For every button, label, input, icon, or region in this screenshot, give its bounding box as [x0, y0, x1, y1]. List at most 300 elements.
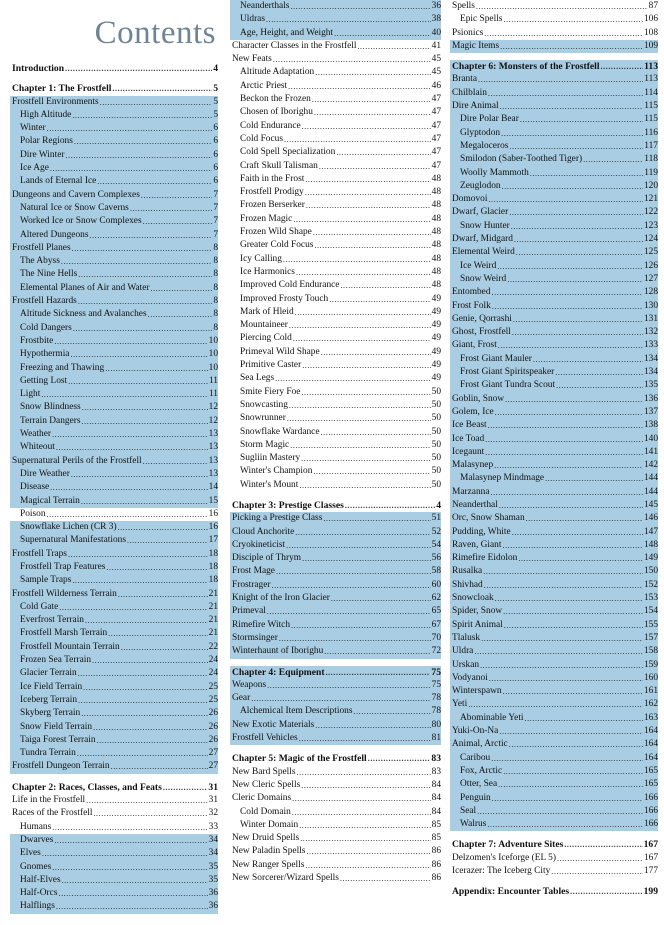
dot-leader: [54, 834, 207, 847]
toc-entry[interactable]: [450, 13, 658, 26]
toc-entry[interactable]: [10, 847, 218, 860]
toc-entry[interactable]: [230, 53, 441, 66]
toc-entry[interactable]: [10, 175, 218, 188]
toc-entry[interactable]: [450, 685, 658, 698]
toc-entry[interactable]: [450, 220, 658, 233]
toc-entry[interactable]: [450, 725, 658, 738]
toc-chapter-heading[interactable]: [10, 82, 218, 95]
toc-entry[interactable]: [230, 146, 441, 159]
toc-entry[interactable]: [230, 592, 441, 605]
toc-entry-title: Snow Blindness: [20, 402, 81, 413]
dot-leader: [56, 441, 208, 454]
dot-leader: [525, 712, 643, 725]
dot-leader: [312, 93, 431, 106]
toc-entry[interactable]: [450, 300, 658, 313]
toc-entry[interactable]: [450, 393, 658, 406]
toc-entry[interactable]: [230, 40, 441, 53]
toc-entry[interactable]: [10, 760, 218, 773]
toc-entry[interactable]: [230, 645, 441, 658]
toc-entry[interactable]: [10, 495, 218, 508]
toc-entry[interactable]: [230, 565, 441, 578]
toc-entry[interactable]: [10, 874, 218, 887]
toc-page-number: 10: [208, 349, 218, 360]
toc-entry[interactable]: [10, 202, 218, 215]
toc-entry[interactable]: [450, 659, 658, 672]
toc-chapter-heading[interactable]: [450, 885, 658, 898]
toc-entry[interactable]: [230, 0, 441, 13]
toc-entry[interactable]: [10, 821, 218, 834]
toc-entry-title: Ghost, Frostfell: [452, 327, 511, 338]
toc-entry[interactable]: [230, 806, 441, 819]
toc-entry[interactable]: [230, 332, 441, 345]
toc-entry[interactable]: [230, 526, 441, 539]
toc-entry[interactable]: [10, 308, 218, 321]
toc-entry[interactable]: [10, 861, 218, 874]
toc-entry[interactable]: [230, 412, 441, 425]
toc-entry[interactable]: [450, 419, 658, 432]
toc-entry-title: Cold Focus: [240, 133, 283, 144]
toc-entry[interactable]: [230, 779, 441, 792]
toc-entry[interactable]: [10, 149, 218, 162]
toc-entry[interactable]: [10, 135, 218, 148]
toc-entry[interactable]: [450, 805, 658, 818]
dot-leader: [570, 885, 642, 898]
toc-entry[interactable]: [230, 80, 441, 93]
toc-entry[interactable]: [230, 372, 441, 385]
toc-entry[interactable]: [450, 100, 658, 113]
toc-entry[interactable]: [10, 807, 218, 820]
toc-entry[interactable]: [230, 279, 441, 292]
toc-page-number: 136: [643, 393, 658, 404]
toc-page-number: 48: [431, 280, 441, 291]
toc-page-number: 106: [643, 14, 658, 25]
toc-entry[interactable]: [450, 113, 658, 126]
toc-entry[interactable]: [10, 441, 218, 454]
toc-chapter-heading[interactable]: [10, 781, 218, 794]
toc-entry[interactable]: [10, 588, 218, 601]
toc-entry-title: Weapons: [232, 679, 267, 690]
page-title: Contents: [94, 15, 216, 51]
toc-entry[interactable]: [450, 552, 658, 565]
toc-chapter-heading[interactable]: [10, 62, 218, 75]
toc-entry-title: Frost Folk: [452, 300, 491, 311]
toc-page-number: 16: [208, 508, 218, 519]
toc-entry[interactable]: [450, 446, 658, 459]
toc-entry[interactable]: [10, 641, 218, 654]
toc-entry[interactable]: [450, 326, 658, 339]
toc-entry-title: Stormsinger: [232, 632, 278, 643]
toc-entry[interactable]: [450, 792, 658, 805]
dot-leader: [489, 672, 643, 685]
dot-leader: [302, 552, 431, 565]
toc-page-number: 35: [208, 874, 218, 885]
toc-entry[interactable]: [10, 242, 218, 255]
toc-entry[interactable]: [450, 499, 658, 512]
toc-entry[interactable]: [10, 295, 218, 308]
toc-page-number: 47: [431, 133, 441, 144]
toc-entry[interactable]: [450, 539, 658, 552]
toc-entry[interactable]: [10, 122, 218, 135]
toc-entry[interactable]: [230, 399, 441, 412]
toc-entry[interactable]: [10, 96, 218, 109]
toc-entry-title: Introduction: [12, 63, 65, 74]
toc-entry[interactable]: [230, 845, 441, 858]
toc-entry[interactable]: [450, 313, 658, 326]
toc-entry[interactable]: [450, 273, 658, 286]
toc-entry[interactable]: [450, 206, 658, 219]
dot-leader: [480, 659, 643, 672]
toc-chapter-heading[interactable]: [450, 838, 658, 851]
toc-entry-title: Tlalusk: [452, 632, 481, 643]
toc-entry[interactable]: [230, 160, 441, 173]
toc-entry[interactable]: [10, 428, 218, 441]
dot-leader: [293, 332, 431, 345]
toc-entry[interactable]: [230, 306, 441, 319]
toc-entry-title: Frostfell Dungeon Terrain: [12, 761, 110, 772]
toc-entry[interactable]: [230, 13, 441, 26]
toc-entry[interactable]: [10, 614, 218, 627]
toc-entry[interactable]: [230, 452, 441, 465]
toc-page-number: 26: [208, 734, 218, 745]
toc-page-number: 15: [208, 495, 218, 506]
toc-entry[interactable]: [10, 794, 218, 807]
toc-entry[interactable]: [10, 255, 218, 268]
toc-entry-title: Frostfell Environments: [12, 96, 99, 107]
toc-entry[interactable]: [230, 426, 441, 439]
toc-entry[interactable]: [230, 766, 441, 779]
toc-entry-title: The Abyss: [20, 256, 60, 267]
toc-entry[interactable]: [450, 353, 658, 366]
dot-leader: [47, 508, 208, 521]
toc-page-number: 130: [643, 300, 658, 311]
toc-entry[interactable]: [230, 719, 441, 732]
dot-leader: [275, 372, 431, 385]
toc-entry[interactable]: [10, 455, 218, 468]
dot-leader: [93, 807, 207, 820]
toc-entry[interactable]: [450, 433, 658, 446]
dot-leader: [290, 439, 430, 452]
toc-entry[interactable]: [450, 40, 658, 53]
dot-leader: [78, 295, 212, 308]
toc-entry[interactable]: [10, 335, 218, 348]
toc-entry-title: Cold Endurance: [240, 120, 301, 131]
toc-entry[interactable]: [10, 348, 218, 361]
toc-entry[interactable]: [10, 189, 218, 202]
toc-entry[interactable]: [450, 592, 658, 605]
toc-entry[interactable]: [450, 818, 658, 831]
toc-entry[interactable]: [450, 712, 658, 725]
toc-entry[interactable]: [10, 900, 218, 913]
toc-entry[interactable]: [450, 233, 658, 246]
toc-entry[interactable]: [450, 153, 658, 166]
toc-entry-title: Ice Weird: [460, 260, 497, 271]
toc-entry[interactable]: [10, 561, 218, 574]
toc-entry[interactable]: [10, 601, 218, 614]
toc-entry[interactable]: [10, 481, 218, 494]
toc-entry[interactable]: [230, 133, 441, 146]
toc-entry[interactable]: [450, 472, 658, 485]
toc-entry[interactable]: [10, 109, 218, 122]
toc-entry[interactable]: [230, 66, 441, 79]
toc-page-number: 126: [643, 260, 658, 271]
toc-entry[interactable]: [450, 605, 658, 618]
toc-entry[interactable]: [230, 679, 441, 692]
toc-entry[interactable]: [230, 293, 441, 306]
toc-entry[interactable]: [230, 386, 441, 399]
toc-entry[interactable]: [450, 167, 658, 180]
toc-entry[interactable]: [10, 521, 218, 534]
dot-leader: [288, 80, 431, 93]
toc-entry[interactable]: [230, 465, 441, 478]
toc-entry[interactable]: [10, 734, 218, 747]
toc-page-number: 155: [643, 619, 658, 630]
toc-page-number: 18: [208, 548, 218, 559]
toc-entry[interactable]: [230, 512, 441, 525]
dot-leader: [499, 499, 643, 512]
toc-chapter-heading[interactable]: [230, 752, 441, 765]
toc-entry[interactable]: [450, 738, 658, 751]
toc-entry[interactable]: [10, 887, 218, 900]
toc-entry-title: Snowflake Wardance: [240, 426, 320, 437]
toc-entry[interactable]: [10, 654, 218, 667]
toc-chapter-heading[interactable]: [230, 666, 441, 679]
toc-entry-title: Yuki-On-Na: [452, 726, 499, 737]
toc-page-number: 177: [643, 866, 658, 876]
toc-page-number: 114: [644, 87, 658, 98]
toc-entry[interactable]: [230, 106, 441, 119]
toc-entry[interactable]: [230, 120, 441, 133]
dot-leader: [340, 279, 430, 292]
toc-entry[interactable]: [230, 346, 441, 359]
toc-entry[interactable]: [10, 694, 218, 707]
toc-entry[interactable]: [450, 778, 658, 791]
toc-entry[interactable]: [230, 93, 441, 106]
toc-entry[interactable]: [230, 359, 441, 372]
toc-entry[interactable]: [230, 266, 441, 279]
toc-entry[interactable]: [10, 415, 218, 428]
toc-entry[interactable]: [10, 401, 218, 414]
toc-entry-title: Otter, Sea: [460, 779, 498, 790]
toc-entry[interactable]: [230, 619, 441, 632]
toc-entry[interactable]: [10, 468, 218, 481]
toc-entry[interactable]: [450, 512, 658, 525]
dot-leader: [321, 426, 431, 439]
toc-page-number: 26: [208, 708, 218, 719]
toc-entry[interactable]: [10, 362, 218, 375]
toc-entry-title: Frostfell Mountain Terrain: [20, 641, 120, 652]
dot-leader: [302, 359, 430, 372]
toc-entry-title: Supernatural Perils of the Frostfell: [12, 455, 142, 466]
dot-leader: [291, 619, 431, 632]
toc-entry[interactable]: [450, 459, 658, 472]
dot-leader: [299, 479, 430, 492]
toc-entry[interactable]: [450, 619, 658, 632]
toc-entry[interactable]: [230, 319, 441, 332]
toc-page-number: 27: [208, 761, 218, 772]
toc-entry[interactable]: [450, 752, 658, 765]
toc-entry[interactable]: [450, 486, 658, 499]
toc-entry[interactable]: [10, 721, 218, 734]
toc-page-number: 47: [431, 147, 441, 158]
toc-entry-title: Poison: [20, 508, 46, 519]
toc-entry-title: Dire Weather: [20, 468, 70, 479]
dot-leader: [61, 255, 212, 268]
toc-entry[interactable]: [10, 534, 218, 547]
dot-leader: [507, 273, 643, 286]
dot-leader: [68, 375, 208, 388]
toc-entry[interactable]: [10, 229, 218, 242]
toc-entry[interactable]: [230, 832, 441, 845]
toc-entry[interactable]: [10, 548, 218, 561]
toc-entry[interactable]: [230, 439, 441, 452]
toc-entry[interactable]: [230, 479, 441, 492]
toc-entry[interactable]: [230, 253, 441, 266]
toc-entry[interactable]: [450, 406, 658, 419]
toc-entry[interactable]: [450, 339, 658, 352]
toc-entry[interactable]: [450, 865, 658, 878]
toc-entry[interactable]: [230, 27, 441, 40]
toc-entry[interactable]: [230, 579, 441, 592]
toc-chapter-heading[interactable]: [450, 60, 658, 73]
toc-entry[interactable]: [230, 692, 441, 705]
toc-page-number: 8: [213, 322, 218, 333]
toc-entry[interactable]: [10, 574, 218, 587]
toc-entry[interactable]: [230, 552, 441, 565]
toc-entry[interactable]: [450, 0, 658, 13]
dot-leader: [111, 760, 208, 773]
toc-entry[interactable]: [230, 173, 441, 186]
toc-entry[interactable]: [450, 579, 658, 592]
toc-page-number: 164: [643, 739, 658, 750]
dot-leader: [54, 335, 207, 348]
toc-entry[interactable]: [230, 705, 441, 718]
toc-entry[interactable]: [450, 672, 658, 685]
toc-entry[interactable]: [230, 226, 441, 239]
toc-entry-title: Cold Gate: [20, 601, 59, 612]
toc-entry[interactable]: [450, 73, 658, 86]
toc-entry[interactable]: [10, 215, 218, 228]
dot-leader: [295, 306, 431, 319]
dot-leader: [81, 495, 208, 508]
toc-entry[interactable]: [450, 127, 658, 140]
toc-entry[interactable]: [230, 632, 441, 645]
toc-entry[interactable]: [230, 819, 441, 832]
toc-entry-title: Spider, Snow: [452, 606, 503, 617]
dot-leader: [276, 565, 431, 578]
toc-entry[interactable]: [230, 239, 441, 252]
dot-leader: [520, 113, 643, 126]
toc-entry-title: Magical Terrain: [20, 495, 80, 506]
dot-leader: [58, 887, 207, 900]
toc-entry[interactable]: [230, 732, 441, 745]
toc-page-number: 132: [643, 327, 658, 338]
toc-page-number: 7: [213, 229, 218, 240]
toc-page-number: 50: [431, 453, 441, 464]
toc-entry[interactable]: [450, 260, 658, 273]
toc-entry[interactable]: [230, 539, 441, 552]
toc-entry-title: Greater Cold Focus: [240, 240, 314, 251]
dot-leader: [314, 106, 431, 119]
toc-entry[interactable]: [230, 213, 441, 226]
toc-entry[interactable]: [10, 322, 218, 335]
toc-page-number: 5: [213, 83, 218, 95]
toc-entry-title: Half-Elves: [20, 874, 61, 885]
toc-entry[interactable]: [230, 199, 441, 212]
toc-page-number: 122: [643, 207, 658, 218]
toc-entry[interactable]: [450, 180, 658, 193]
toc-page-number: 50: [431, 399, 441, 410]
toc-entry[interactable]: [450, 852, 658, 865]
toc-entry[interactable]: [10, 388, 218, 401]
toc-entry[interactable]: [450, 632, 658, 645]
toc-entry[interactable]: [10, 707, 218, 720]
dot-leader: [68, 548, 208, 561]
toc-entry[interactable]: [450, 27, 658, 40]
toc-entry[interactable]: [10, 667, 218, 680]
toc-page-number: 145: [643, 499, 658, 510]
toc-entry[interactable]: [10, 508, 218, 521]
toc-entry[interactable]: [450, 565, 658, 578]
toc-entry[interactable]: [10, 627, 218, 640]
dot-leader: [492, 286, 643, 299]
dot-leader: [329, 293, 430, 306]
toc-entry[interactable]: [10, 282, 218, 295]
dot-leader: [299, 819, 430, 832]
toc-page-number: 125: [643, 247, 658, 258]
toc-entry[interactable]: [10, 375, 218, 388]
toc-entry[interactable]: [450, 366, 658, 379]
toc-entry-title: Altitude Adaptation: [240, 67, 315, 78]
toc-entry[interactable]: [450, 87, 658, 100]
toc-entry-title: Light: [20, 389, 41, 400]
toc-entry[interactable]: [230, 859, 441, 872]
toc-entry-title: Delzomen's Iceforge (EL 5): [452, 852, 556, 863]
toc-page-number: 24: [208, 668, 218, 679]
toc-entry[interactable]: [450, 140, 658, 153]
toc-entry[interactable]: [10, 747, 218, 760]
toc-entry[interactable]: [450, 379, 658, 392]
toc-chapter-heading[interactable]: [230, 499, 441, 512]
toc-page-number: 75: [431, 666, 441, 678]
toc-entry[interactable]: [10, 834, 218, 847]
toc-entry-title: Alchemical Item Descriptions: [240, 706, 353, 717]
toc-entry[interactable]: [230, 605, 441, 618]
toc-entry[interactable]: [450, 698, 658, 711]
toc-entry[interactable]: [10, 681, 218, 694]
dot-leader: [484, 27, 643, 40]
toc-entry[interactable]: [230, 872, 441, 885]
toc-entry[interactable]: [450, 193, 658, 206]
toc-entry[interactable]: [450, 765, 658, 778]
toc-entry[interactable]: [450, 645, 658, 658]
toc-entry[interactable]: [450, 526, 658, 539]
toc-entry[interactable]: [450, 286, 658, 299]
toc-entry-title: Chapter 4: Equipment: [232, 666, 325, 678]
dot-leader: [313, 226, 431, 239]
dot-leader: [121, 641, 208, 654]
dot-leader: [78, 694, 208, 707]
toc-entry[interactable]: [230, 792, 441, 805]
toc-entry-title: Primitive Caster: [240, 360, 302, 371]
toc-entry[interactable]: [450, 246, 658, 259]
toc-page-number: 49: [431, 320, 441, 331]
toc-entry[interactable]: [10, 162, 218, 175]
toc-page-number: 75: [431, 679, 441, 690]
dot-leader: [295, 526, 430, 539]
toc-entry[interactable]: [10, 268, 218, 281]
toc-page-number: 49: [431, 373, 441, 384]
toc-entry[interactable]: [230, 186, 441, 199]
